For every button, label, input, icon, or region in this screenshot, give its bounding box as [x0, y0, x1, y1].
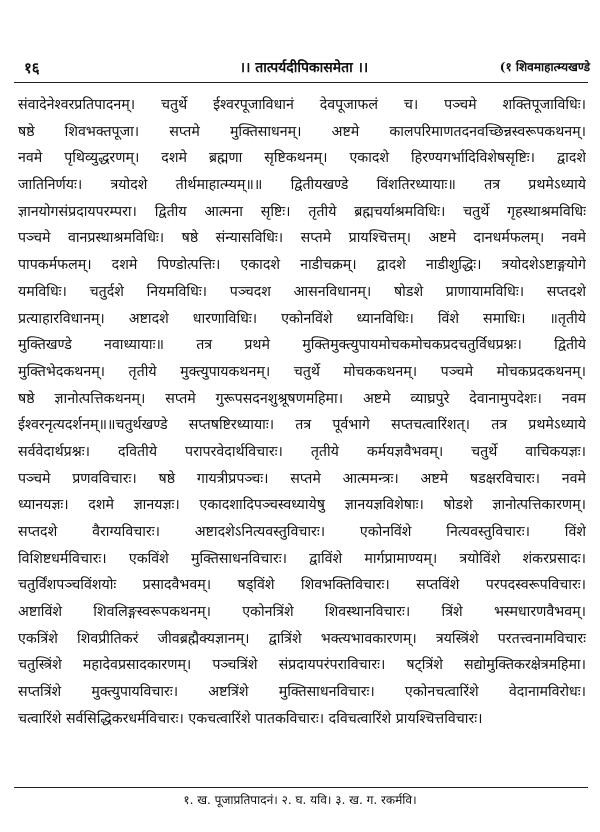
- text-line: ध्यानयज्ञः। दशमे ज्ञानयज्ञः। एकादशादिपञ्चस्वध्यायेषु ज्ञानयज्ञविशेषाः। षोडशे ज्ञानोत्पत्तिकारणम्।: [18, 497, 586, 514]
- footnote: १. ख. पूजाप्रतिपादनं। २. घ. यवि। ३. ख. ग. रकर्मवि।: [183, 793, 417, 807]
- text-line: सप्तदशे वैराग्यविचारः। अष्टादशेऽनित्यवस्तुविचारः। एकोनविंशे नित्यवस्तुविचारः। विंशे: [18, 524, 586, 540]
- text-line: षष्ठे शिवभक्तपूजा। सप्तमे मुक्तिसाधनम्। अष्टमे कालपरिमाणतदनवच्छिन्नस्वरूपकथनम्।: [18, 123, 586, 140]
- text-line: मुक्तिभेदकथनम्। तृतीये मुक्त्युपायकथनम्। चतुर्थे मोचककथनम्। पञ्चमे मोचकप्रदकथनम्।: [18, 363, 586, 380]
- text-line: अष्टाविंशे शिवलिङ्गस्वरूपकथनम्। एकोनत्रिंशे शिवस्थानविचारः। त्रिंशे भस्मधारणवैभवम्।: [18, 604, 586, 621]
- running-title: ।। तात्पर्यदीपिकासमेता ।।: [239, 60, 369, 76]
- page-header: [18, 58, 590, 84]
- text-line: ईश्वरनृत्यदर्शनम्॥॥चतुर्थखण्डे सप्तषष्टिरध्यायाः। तत्र पूर्वभागे सप्तचत्वारिंशत्। तत्र प्रथमेऽध्याये: [18, 417, 586, 434]
- text-line: जातिनिर्णयः। त्रयोदशे तीर्थमाहात्म्यम्॥॥ द्वितीयखण्डे विंशतिरध्यायाः॥ तत्र प्रथमेऽध्याये: [18, 177, 586, 194]
- text-line: पञ्चमे प्रणवविचारः। षष्ठे गायत्रीप्रपञ्चः। सप्तमे आत्ममन्त्रः। अष्टमे षडक्षरविचारः। नवमे: [18, 470, 586, 487]
- text-line: संवादेनेश्वरप्रतिपादनम्। चतुर्थे ईश्वरपूजाविधानं देवपूजाफलं च। पञ्चमे शक्तिपूजाविधिः।: [18, 97, 586, 113]
- text-line: चतुर्विंशपञ्चविंशयोः प्रसादवैभवम्। षड्विंशे शिवभक्तिविचारः। सप्तविंशे परपदस्वरूपविचारः।: [18, 577, 586, 594]
- body-text: [18, 92, 586, 733]
- text-line: मुक्तिखण्डे नवाध्यायाः॥ तत्र प्रथमे मुक्तिमुक्त्युपायमोचकमोचकप्रदचतुर्विधप्रश्नः। द्वितीये: [18, 337, 586, 354]
- text-line: चतुस्त्रिंशे महादेवप्रसादकारणम्। पञ्चत्रिंशे संप्रदायपरंपराविचारः। षट्त्रिंशे सद्योमुक्तिकरक्षेत्रमहिमा।: [18, 657, 586, 674]
- footnote-rule: [14, 787, 588, 788]
- text-line: ज्ञानयोगसंप्रदायपरम्परा। द्वितीय आत्मना सृष्टिः। तृतीये ब्रह्मचर्याश्रमविधिः। चतुर्थे गृहस्थाश्रमविधिः: [18, 203, 586, 220]
- text-line: सप्तत्रिंशे मुक्त्युपायविचारः। अष्टत्रिंशे मुक्तिसाधनविचारः। एकोनचत्वारिंशे वेदानामविरोधः।: [18, 684, 586, 701]
- text-line: प्रत्याहारविधानम्। अष्टादशे धारणाविधिः। एकोनविंशे ध्यानविधिः। विंशे समाधिः। ॥तृतीये: [18, 310, 586, 327]
- text-line: सर्ववेदार्थप्रश्नः। दवितीये परापरवेदार्थविचारः। तृतीये कर्मयज्ञवैभवम्। चतुर्थे वाचिकयज्ञः।: [18, 443, 586, 460]
- text-line: यमविधिः। चतुर्दशे नियमविधिः। पञ्चदश आसनविधानम्। षोडशे प्राणायामविधिः। सप्तदशे: [18, 283, 586, 300]
- text-line: चत्वारिंशे सर्वसिद्धिकरधर्मविचारः। एकचत्वारिंशे पातकविचारः। दविचत्वारिंशे प्रायश्चित्तविचारः।: [18, 710, 483, 727]
- text-line: पापकर्मफलम्। दशमे पिण्डोत्पत्तिः। एकादशे नाडीचक्रम्। द्वादशे नाडीशुद्धिः। त्रयोदशेऽष्टाङ्गयोगे: [18, 257, 586, 274]
- text-line: पञ्चमे वानप्रस्थाश्रमविधिः। षष्ठे संन्यासविधिः। सप्तमे प्रायश्चित्तम्। अष्टमे दानधर्मफलम्। नवमे: [18, 230, 586, 247]
- section-tag: (१ शिवमाहात्म्यखण्डे: [499, 60, 590, 74]
- text-line: एकत्रिंशे शिवप्रीतिकरं जीवब्रह्मैक्यज्ञानम्। द्वात्रिंशे भक्त्यभावकारणम्। त्रयस्त्रिंशे परतत्त्वनामविचारः: [18, 630, 586, 647]
- text-line: नवमे पृथिव्युद्धरणम्। दशमे ब्रह्मणा सृष्टिकथनम्। एकादशे हिरण्यगर्भादिविशेषसृष्टिः। द्वादशे: [18, 150, 586, 167]
- header-rule: [14, 82, 588, 83]
- text-line: षष्ठे ज्ञानोत्पत्तिकथनम्। सप्तमे गुरूपसदनशुश्रूषणमहिमा। अष्टमे व्याघ्रपुरे देवानामुपदेशः। नवम: [18, 390, 586, 407]
- text-line: विशिष्टधर्मविचारः। एकविंशे मुक्तिसाधनविचारः। द्वाविंशे मार्गप्रामाण्यम्। त्रयोविंशे शंकरप्रसादः।: [18, 550, 586, 567]
- page-number: १६: [24, 59, 40, 77]
